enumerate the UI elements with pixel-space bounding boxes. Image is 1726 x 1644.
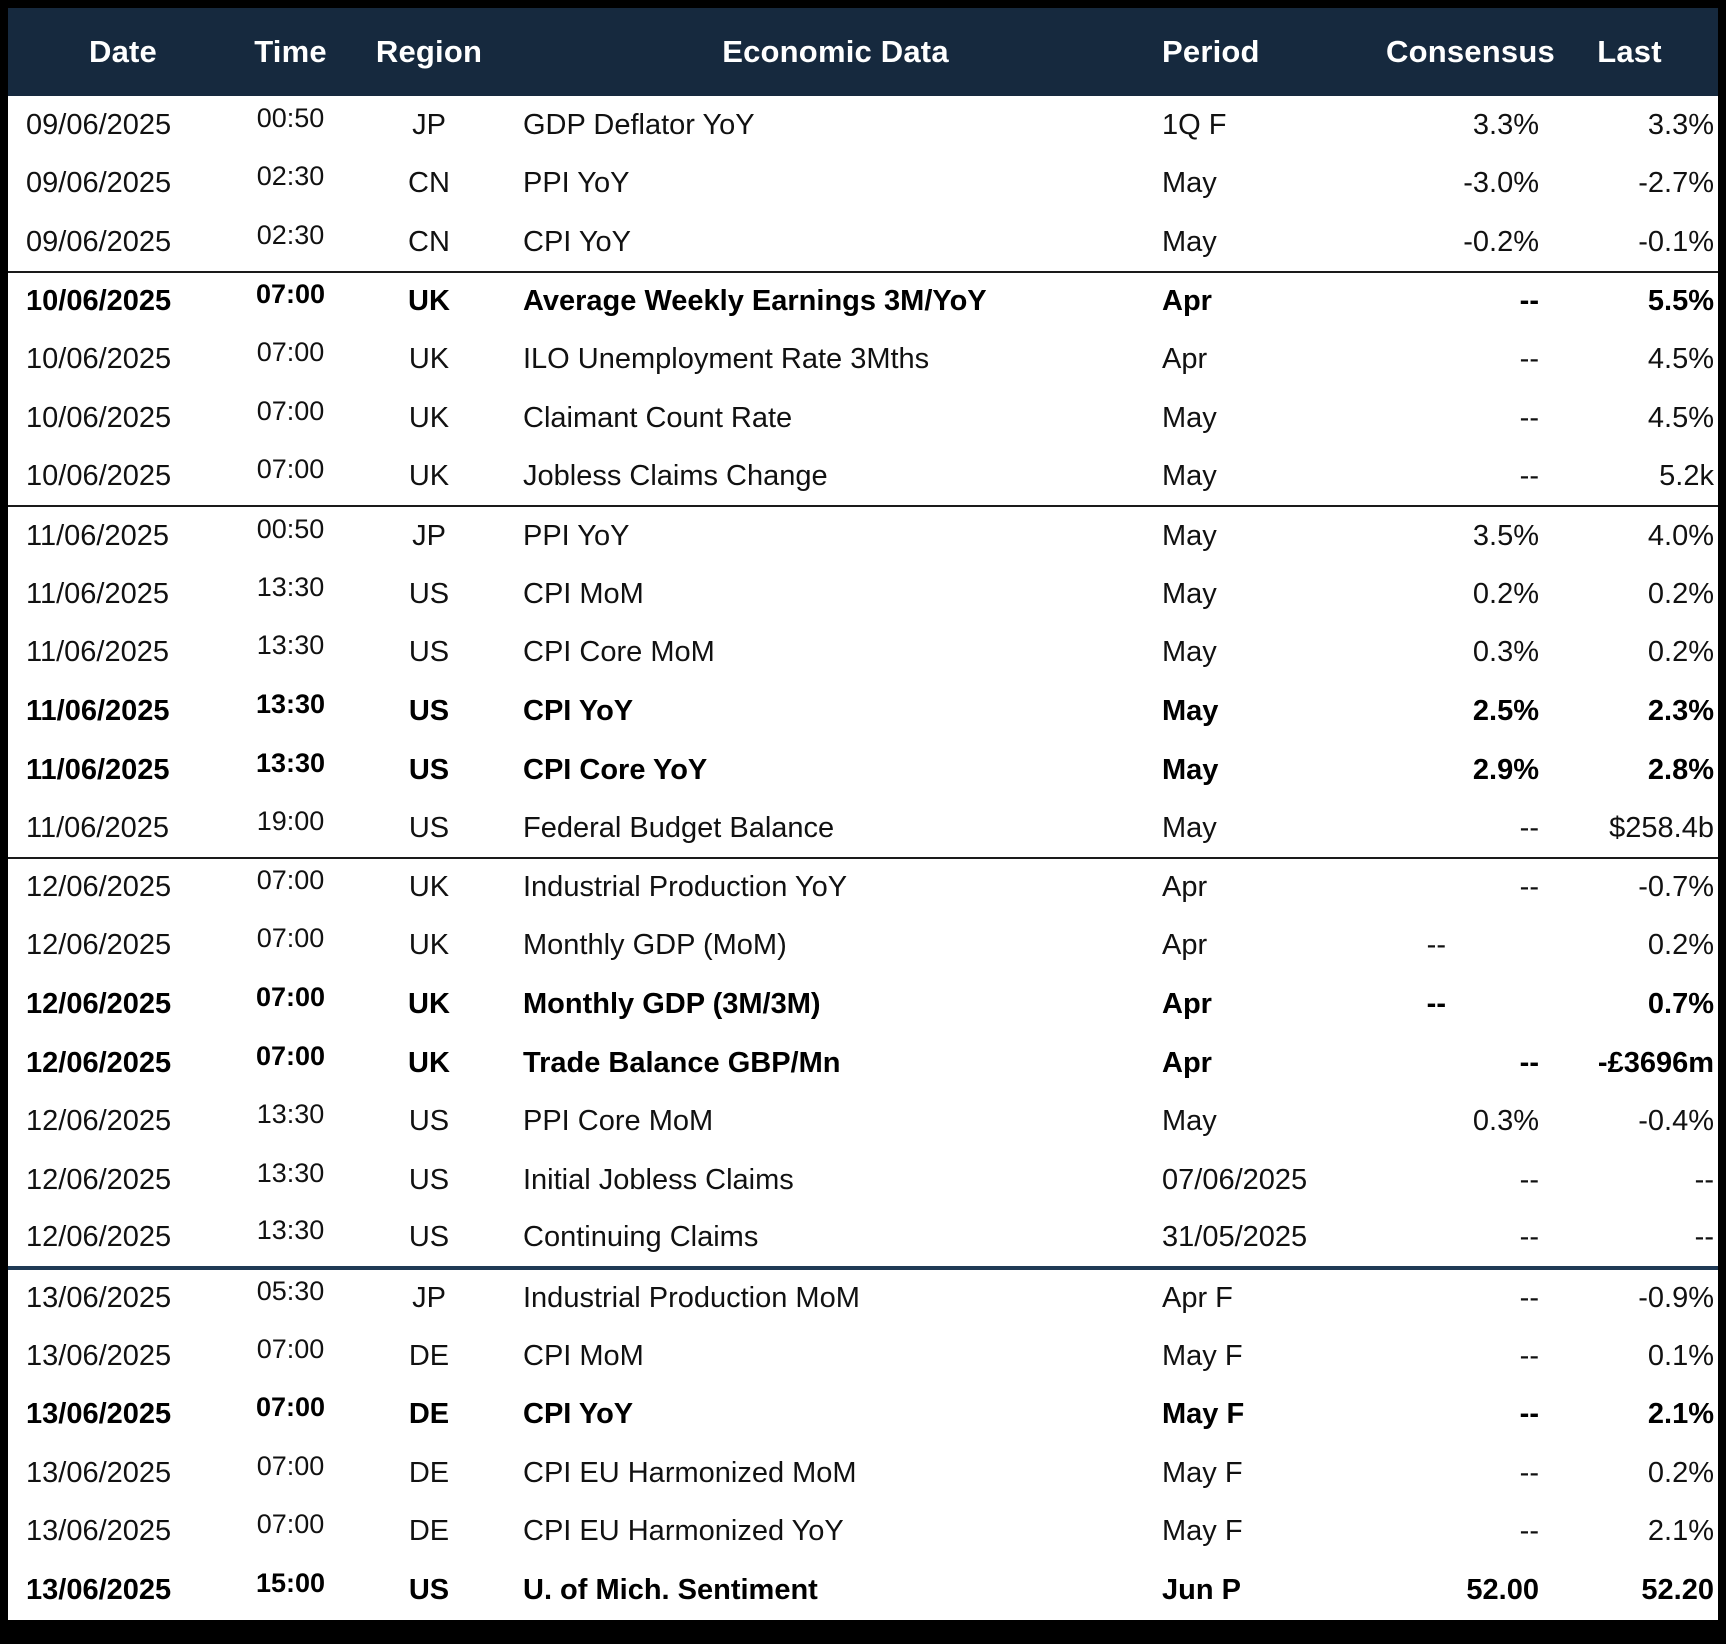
cell-date: 10/06/2025 [8,272,238,331]
cell-time [238,1268,343,1327]
cell-period: May [1162,401,1217,434]
cell-date: 09/06/2025 [26,167,172,200]
cell-region: US [408,1221,450,1254]
cell-time [238,506,343,565]
cell-time [238,448,343,507]
cell-last: 5.2k [1659,459,1714,492]
cell-last: -0.7% [1541,858,1718,917]
cell-consensus: -- [1519,1046,1539,1079]
cell-time-value: 05:30 [256,1275,325,1306]
column-header-event: Economic Data [722,34,949,69]
table-row [8,741,1718,800]
cell-time [238,975,343,1034]
cell-last: -2.7% [1638,167,1714,200]
cell-time [238,858,343,917]
cell-time [238,213,343,272]
cell-date: 11/06/2025 [26,636,169,669]
cell-date: 13/06/2025 [26,1574,172,1607]
table-row [8,1092,1718,1151]
table-row [8,272,1718,331]
table-row [8,330,1718,389]
cell-event: GDP Deflator YoY [523,108,755,141]
cell-consensus: 0.3% [1472,636,1539,669]
cell-consensus: 2.9% [1472,753,1539,786]
cell-region: DE [408,1515,450,1548]
cell-last: -£3696m [1597,1046,1714,1079]
cell-consensus: -- [1519,1398,1539,1431]
cell-event: Industrial Production MoM [515,1268,1156,1327]
cell-consensus: -- [1519,1221,1539,1254]
cell-period: May F [1162,1398,1245,1431]
cell-event: CPI MoM [523,577,644,610]
cell-consensus: -- [1519,1339,1539,1372]
cell-time-value: 07:00 [256,1450,325,1481]
cell-date: 11/06/2025 [26,811,169,844]
cell-time [238,1151,343,1210]
cell-region: US [408,636,450,669]
cell-date: 12/06/2025 [26,1105,172,1138]
calendar-table [8,8,1718,1620]
table-row [8,799,1718,858]
header-row [8,8,1718,96]
cell-event: Monthly GDP (MoM) [523,929,787,962]
cell-period: May [1162,225,1217,258]
cell-time-value: 00:50 [256,513,325,544]
cell-period: 07/06/2025 [1162,1163,1308,1196]
cell-last: 4.5% [1647,343,1714,376]
cell-period: May [1162,459,1217,492]
cell-last: $258.4b [1609,811,1714,844]
column-header-consensus: Consensus [1386,34,1555,69]
cell-last: -0.4% [1638,1105,1714,1138]
cell-region: UK [343,272,515,331]
cell-event: PPI Core MoM [523,1105,714,1138]
cell-region: US [408,753,450,786]
cell-period: Apr [1162,987,1212,1020]
cell-consensus: 3.3% [1472,108,1539,141]
column-header-period: Period [1162,34,1260,69]
cell-date: 12/06/2025 [26,1046,172,1079]
cell-last: 0.2% [1647,636,1714,669]
cell-event: PPI YoY [523,167,630,200]
cell-period: May [1162,1105,1217,1138]
cell-time-value: 13:30 [256,1099,325,1130]
cell-time-value: 15:00 [255,1568,326,1599]
cell-consensus: -- [1386,858,1541,917]
cell-last: -0.1% [1638,225,1714,258]
cell-time-value: 07:00 [256,923,325,954]
cell-date: 10/06/2025 [26,401,172,434]
cell-consensus: -- [1519,1163,1539,1196]
table-row [8,858,1718,917]
cell-event: Federal Budget Balance [523,811,835,844]
cell-last: 2.1% [1647,1398,1714,1431]
cell-period: May [1156,506,1386,565]
cell-last: 52.20 [1641,1574,1714,1607]
cell-event: Continuing Claims [523,1221,759,1254]
cell-time [238,799,343,858]
cell-date: 10/06/2025 [26,343,172,376]
cell-date: 13/06/2025 [26,1456,172,1489]
cell-region: UK [408,987,450,1020]
cell-event: Average Weekly Earnings 3M/YoY [515,272,1156,331]
cell-last: 4.5% [1647,401,1714,434]
table-row [8,1268,1718,1327]
cell-event: Initial Jobless Claims [523,1163,794,1196]
cell-date: 12/06/2025 [26,987,172,1020]
cell-time-value: 07:00 [255,279,326,310]
table-row [8,1210,1718,1269]
cell-time [238,1034,343,1093]
cell-consensus: -- [1519,1515,1539,1548]
cell-last: -0.9% [1541,1268,1718,1327]
table-row [8,1151,1718,1210]
cell-period: 31/05/2025 [1162,1221,1308,1254]
cell-date: 11/06/2025 [26,753,170,786]
cell-consensus: -- [1519,459,1539,492]
cell-last: -- [1694,1221,1714,1254]
cell-date: 11/06/2025 [8,506,238,565]
cell-event: Claimant Count Rate [523,401,793,434]
cell-region: DE [408,1339,450,1372]
table-row [8,1385,1718,1444]
cell-period: May [1162,694,1219,727]
cell-event: CPI EU Harmonized MoM [523,1456,857,1489]
table-row [8,1034,1718,1093]
cell-date: 11/06/2025 [26,577,169,610]
cell-time [238,682,343,741]
cell-period: Jun P [1162,1574,1241,1607]
cell-consensus: -- [1519,811,1539,844]
cell-time [238,155,343,214]
cell-time [238,1385,343,1444]
cell-time-value: 13:30 [255,747,326,778]
column-header-region: Region [375,34,483,69]
cell-event: PPI YoY [515,506,1156,565]
cell-last: 2.3% [1647,694,1714,727]
cell-consensus: -- [1426,987,1446,1020]
table-row [8,1444,1718,1503]
cell-period: 1Q F [1162,108,1227,141]
cell-date: 13/06/2025 [26,1515,172,1548]
cell-period: Apr F [1156,1268,1386,1327]
table-row [8,623,1718,682]
table-row [8,1503,1718,1562]
table-row [8,975,1718,1034]
cell-last: 0.2% [1647,929,1714,962]
cell-time [238,741,343,800]
cell-region: US [408,1574,450,1607]
cell-time-value: 07:00 [255,981,326,1012]
cell-region: UK [408,459,450,492]
cell-region: US [408,811,450,844]
cell-last: 4.0% [1541,506,1718,565]
cell-time [238,272,343,331]
cell-consensus: -3.0% [1463,167,1539,200]
cell-event: CPI YoY [523,225,632,258]
cell-time [238,96,343,155]
table-row [8,389,1718,448]
cell-time-value: 00:50 [256,102,325,133]
cell-event: CPI EU Harmonized YoY [523,1515,844,1548]
cell-period: Apr [1156,272,1386,331]
cell-date: 12/06/2025 [26,1221,172,1254]
cell-period: May [1162,577,1217,610]
cell-last: 0.2% [1647,577,1714,610]
cell-date: 09/06/2025 [26,108,172,141]
table-body [8,96,1718,1620]
cell-consensus: -- [1519,343,1539,376]
cell-region: JP [343,506,515,565]
cell-time-value: 02:30 [256,161,325,192]
column-header-date: Date [89,34,157,69]
cell-event: Jobless Claims Change [523,459,828,492]
cell-consensus: -- [1386,1268,1541,1327]
cell-last: 0.2% [1647,1456,1714,1489]
table-row [8,682,1718,741]
cell-time-value: 07:00 [256,865,325,896]
table-row [8,506,1718,565]
table-row [8,1327,1718,1386]
cell-date: 11/06/2025 [26,694,170,727]
cell-region: UK [408,401,450,434]
cell-period: May [1162,753,1219,786]
cell-period: May F [1162,1339,1243,1372]
cell-region: US [408,694,450,727]
cell-date: 12/06/2025 [26,1163,172,1196]
cell-last: 0.7% [1647,987,1714,1020]
cell-time-value: 02:30 [256,219,325,250]
cell-region: UK [343,858,515,917]
cell-period: Apr [1162,1046,1212,1079]
table-row [8,96,1718,155]
cell-time-value: 07:00 [256,1509,325,1540]
cell-time-value: 13:30 [256,1215,325,1246]
cell-date: 09/06/2025 [26,225,172,258]
cell-consensus: -- [1426,929,1446,962]
column-header-time: Time [254,34,327,69]
cell-consensus: 0.3% [1472,1105,1539,1138]
cell-event: CPI Core YoY [523,753,708,786]
table-row [8,1561,1718,1620]
cell-time-value: 13:30 [255,688,326,719]
cell-time-value: 19:00 [256,805,325,836]
cell-time-value: 07:00 [256,453,325,484]
cell-time [238,1327,343,1386]
cell-time-value: 07:00 [256,1333,325,1364]
cell-period: Apr [1162,343,1208,376]
table-row [8,448,1718,507]
cell-time-value: 07:00 [256,395,325,426]
table-row [8,213,1718,272]
cell-time [238,1092,343,1151]
cell-time-value: 13:30 [256,571,325,602]
cell-region: CN [408,167,450,200]
cell-time [238,330,343,389]
cell-region: DE [408,1398,450,1431]
cell-time [238,565,343,624]
cell-event: U. of Mich. Sentiment [523,1574,818,1607]
cell-last: 0.1% [1647,1339,1714,1372]
cell-time [238,1444,343,1503]
cell-time-value: 07:00 [256,337,325,368]
cell-event: CPI Core MoM [523,636,715,669]
cell-event: Trade Balance GBP/Mn [523,1046,841,1079]
cell-date: 10/06/2025 [26,459,172,492]
cell-time [238,1561,343,1620]
cell-consensus: -0.2% [1463,225,1539,258]
cell-event: ILO Unemployment Rate 3Mths [523,343,930,376]
cell-region: DE [408,1456,450,1489]
cell-period: May [1162,636,1217,669]
cell-period: May F [1162,1456,1243,1489]
cell-period: May [1162,167,1217,200]
cell-last: 3.3% [1647,108,1714,141]
cell-date: 13/06/2025 [26,1339,172,1372]
cell-time [238,623,343,682]
cell-consensus: 3.5% [1386,506,1541,565]
table-row [8,917,1718,976]
cell-date: 13/06/2025 [26,1398,172,1431]
cell-time-value: 07:00 [255,1392,326,1423]
cell-last: 2.8% [1647,753,1714,786]
cell-region: UK [408,1046,450,1079]
cell-event: CPI YoY [523,694,634,727]
cell-time-value: 13:30 [256,630,325,661]
cell-consensus: 0.2% [1472,577,1539,610]
cell-last: 5.5% [1541,272,1718,331]
table-row [8,155,1718,214]
cell-period: Apr [1156,858,1386,917]
cell-event: Industrial Production YoY [515,858,1156,917]
table-row [8,565,1718,624]
cell-period: May [1162,811,1217,844]
cell-time [238,389,343,448]
cell-last: 2.1% [1647,1515,1714,1548]
cell-period: Apr [1162,929,1208,962]
cell-consensus: -- [1519,1456,1539,1489]
cell-event: CPI MoM [523,1339,644,1372]
cell-region: CN [408,225,450,258]
cell-event: Monthly GDP (3M/3M) [523,987,821,1020]
cell-region: US [408,577,450,610]
cell-event: CPI YoY [523,1398,634,1431]
cell-time [238,917,343,976]
column-header-last: Last [1597,34,1662,69]
cell-region: US [408,1163,450,1196]
cell-date: 13/06/2025 [8,1268,238,1327]
cell-time-value: 07:00 [255,1040,326,1071]
cell-consensus: -- [1386,272,1541,331]
cell-consensus: 2.5% [1472,694,1539,727]
cell-region: JP [343,1268,515,1327]
cell-period: May F [1162,1515,1243,1548]
cell-date: 12/06/2025 [8,858,238,917]
cell-region: US [408,1105,450,1138]
cell-region: UK [408,343,450,376]
cell-region: JP [412,108,446,141]
cell-time [238,1210,343,1269]
cell-region: UK [408,929,450,962]
cell-consensus: 52.00 [1466,1574,1539,1607]
cell-consensus: -- [1519,401,1539,434]
cell-date: 12/06/2025 [26,929,172,962]
cell-last: -- [1694,1163,1714,1196]
cell-time-value: 13:30 [256,1157,325,1188]
cell-time [238,1503,343,1562]
